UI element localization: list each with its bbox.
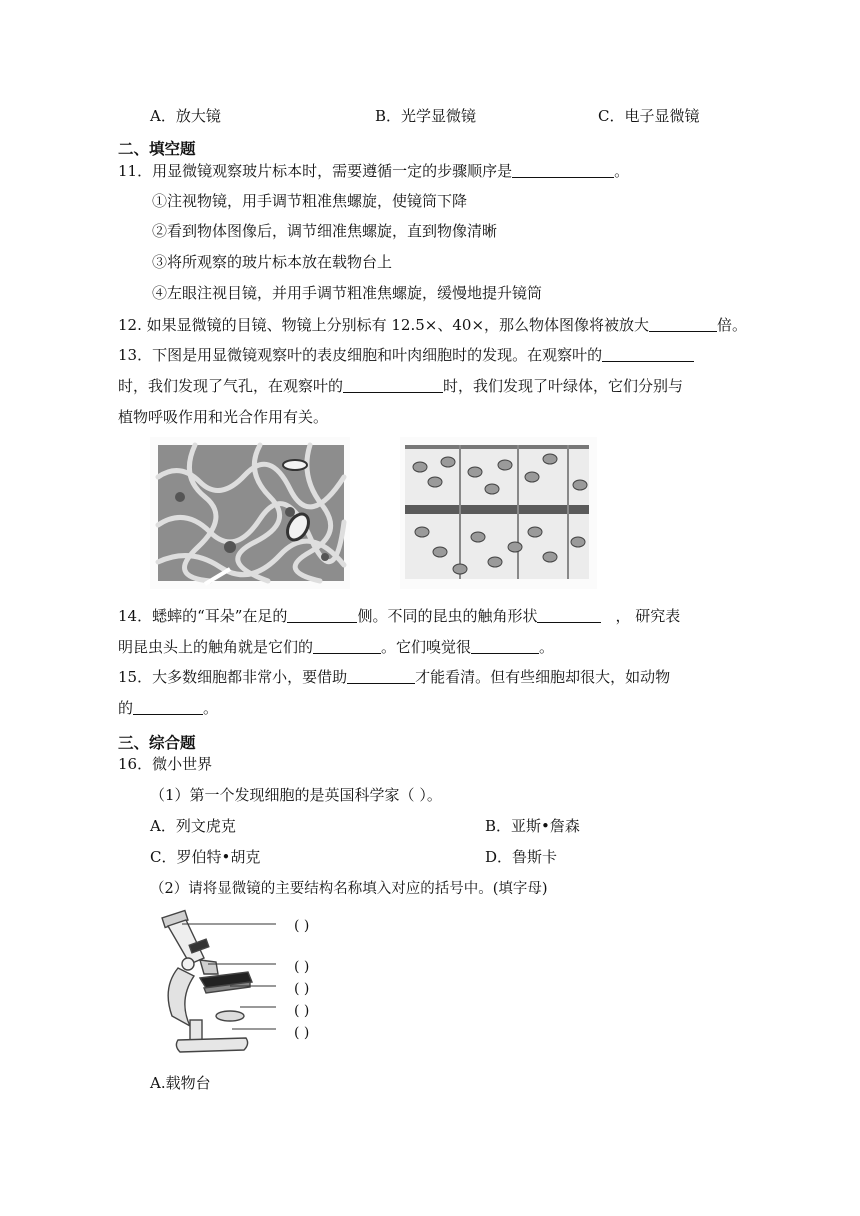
- q16-option-d: D．鲁斯卡: [485, 848, 558, 866]
- q13-text-3: 时，我们发现了叶绿体，它们分别与: [443, 377, 684, 395]
- epidermis-micrograph: [150, 437, 350, 589]
- q14-text-6: 。: [539, 638, 555, 656]
- option-a: A．放大镜: [150, 107, 221, 125]
- q15-blank-1[interactable]: [347, 669, 415, 684]
- mesophyll-micrograph: [400, 437, 597, 589]
- q13-blank-2[interactable]: [343, 378, 443, 393]
- q11-stem-text: 11．用显微镜观察玻片标本时，需要遵循一定的步骤顺序是: [118, 162, 513, 180]
- q14-blank-2[interactable]: [537, 608, 601, 623]
- q11-blank[interactable]: [512, 163, 614, 178]
- q13-text-2: 时，我们发现了气孔，在观察叶的: [118, 377, 344, 395]
- q16-option-b: B．亚斯•詹森: [485, 817, 580, 835]
- q11-step-4: ④左眼注视目镜，并用手调节粗准焦螺旋，缓慢地提升镜筒: [152, 284, 543, 302]
- structure-blank-4[interactable]: ( ): [294, 1003, 310, 1019]
- q15-text-2: 才能看清。但有些细胞却很大，如动物: [415, 668, 671, 686]
- section-title-fill-blank: 二、填空题: [118, 140, 196, 158]
- q14: [118, 601, 738, 663]
- q16-title: 16．微小世界: [118, 755, 213, 773]
- q13-text-4: 植物呼吸作用和光合作用有关。: [118, 408, 329, 426]
- q14-blank-1[interactable]: [287, 608, 357, 623]
- q11-step-1: ①注视物镜，用手调节粗准焦螺旋，使镜筒下降: [152, 192, 468, 210]
- structure-blank-3[interactable]: ( ): [294, 981, 310, 997]
- q14-text-1: 14．蟋蟀的“耳朵”在足的: [118, 607, 288, 625]
- q11-step-2: ②看到物体图像后，调节细准焦螺旋，直到物像清晰: [152, 222, 498, 240]
- q16-option-a: A．列文虎克: [150, 817, 236, 835]
- section-title-comprehensive: 三、综合题: [118, 734, 196, 752]
- q13-blank-1[interactable]: [602, 347, 694, 362]
- q15-text-3: 的: [118, 699, 134, 717]
- q15-text-4: 。: [203, 699, 219, 717]
- option-b: B．光学显微镜: [375, 107, 477, 125]
- q12: [118, 314, 747, 335]
- q14-text-2: 侧。不同的昆虫的触角形状: [357, 607, 538, 625]
- q14-text-5: 。它们嗅觉很: [381, 638, 472, 656]
- q15-text-1: 15．大多数细胞都非常小，要借助: [118, 668, 348, 686]
- q16-option-c: C．罗伯特•胡克: [150, 848, 261, 866]
- label-a-stage: A.载物台: [150, 1074, 211, 1092]
- structure-blank-5[interactable]: ( ): [294, 1025, 310, 1041]
- q14-blank-4[interactable]: [471, 639, 539, 654]
- q16-sub1: （1）第一个发现细胞的是英国科学家（ ）。: [150, 786, 442, 804]
- q15-blank-2[interactable]: [133, 700, 203, 715]
- q14-blank-3[interactable]: [313, 639, 381, 654]
- q11-step-3: ③将所观察的玻片标本放在载物台上: [152, 253, 393, 271]
- q12-stem: 12. 如果显微镜的目镜、物镜上分别标有 12.5×、40×，那么物体图像将被放大: [118, 316, 650, 334]
- q12-end: 倍。: [717, 316, 748, 334]
- q15: [118, 662, 738, 724]
- q13: [118, 340, 738, 433]
- structure-blank-2[interactable]: ( ): [294, 959, 310, 975]
- q11-stem: [118, 160, 629, 181]
- option-c: C．电子显微镜: [598, 107, 700, 125]
- structure-blank-1[interactable]: ( ): [294, 918, 310, 934]
- q14-text-4: 明昆虫头上的触角就是它们的: [118, 638, 314, 656]
- q16-sub2: （2）请将显微镜的主要结构名称填入对应的括号中。(填字母): [150, 881, 548, 897]
- q14-text-3: ， 研究表: [615, 607, 681, 625]
- q12-blank[interactable]: [649, 317, 717, 332]
- q11-end: 。: [614, 162, 630, 180]
- q13-text-1: 13．下图是用显微镜观察叶的表皮细胞和叶肉细胞时的发现。在观察叶的: [118, 346, 603, 364]
- microscope-diagram: [160, 908, 280, 1058]
